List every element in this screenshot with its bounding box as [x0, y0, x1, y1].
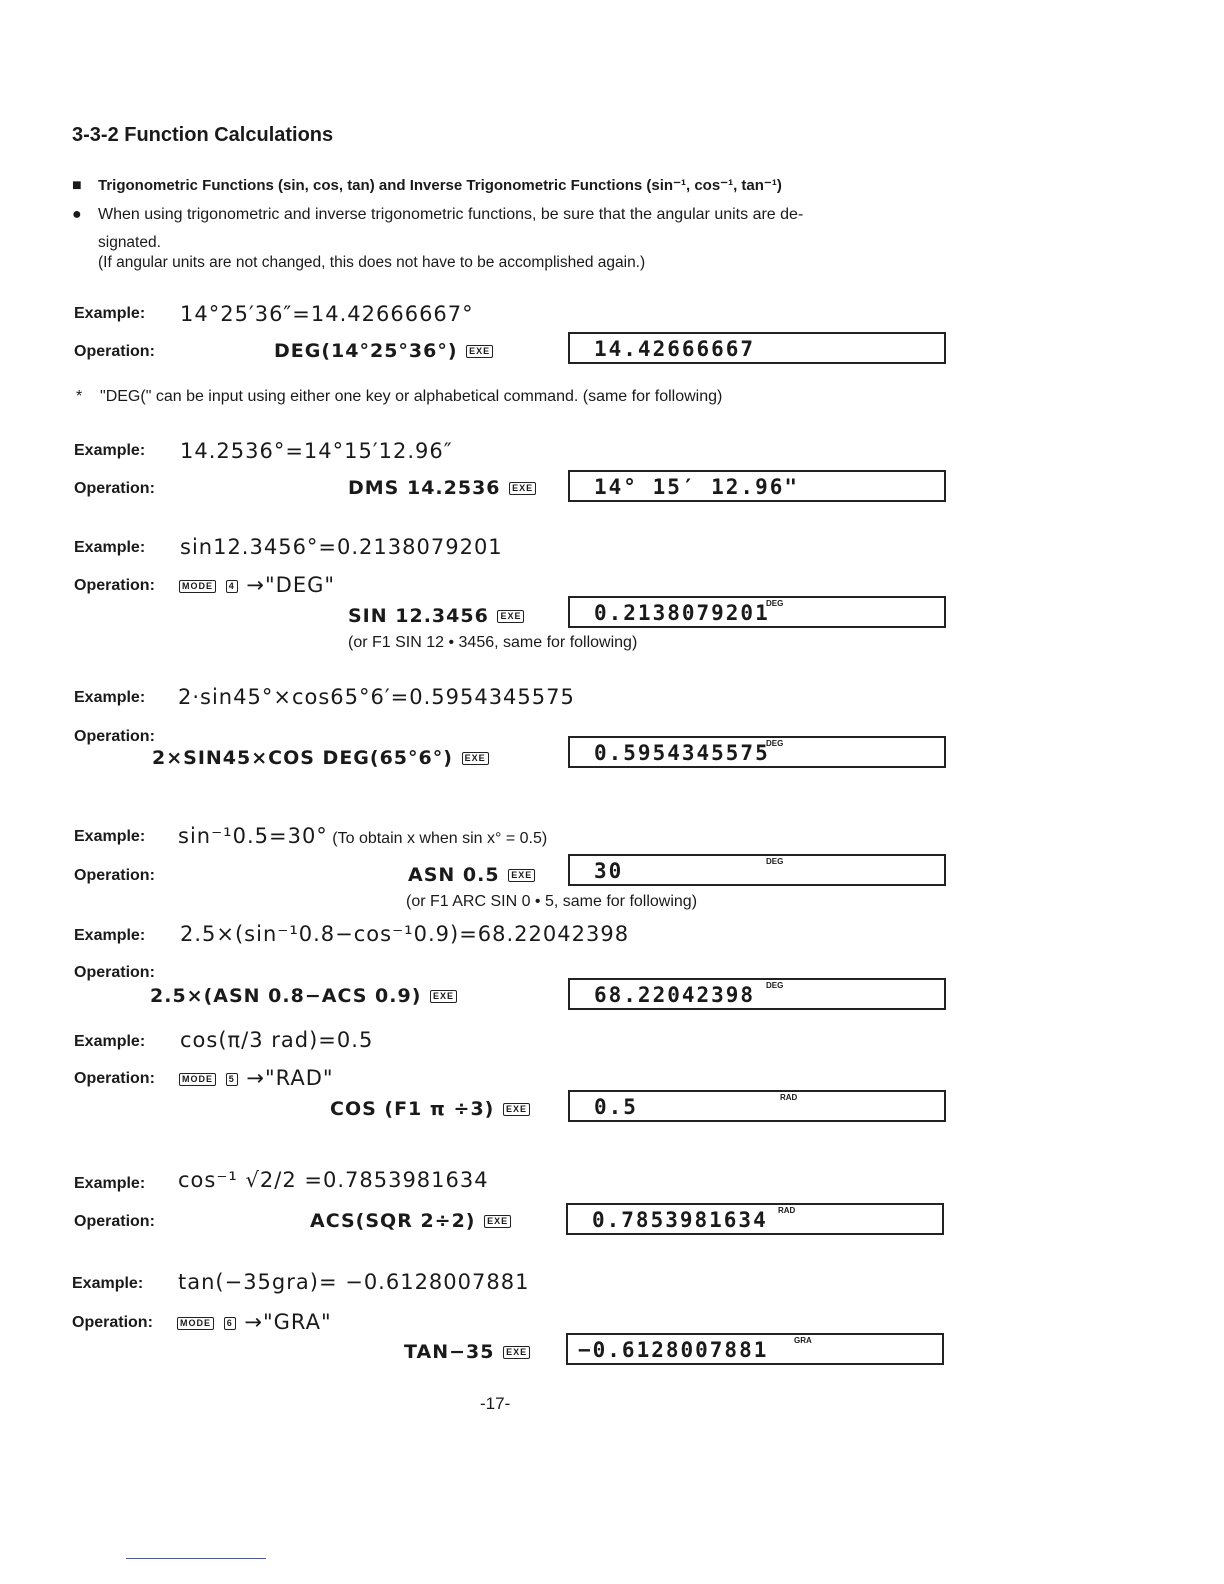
operation-label: Operation: — [74, 343, 155, 360]
footer-rule — [126, 1558, 266, 1559]
operation-label: Operation: — [74, 480, 155, 497]
exe-key-icon: EXE — [430, 990, 457, 1003]
exe-key-icon: EXE — [497, 610, 524, 623]
example-1-keys: DEG(14°25°36°) — [274, 340, 458, 362]
example-9-formula: tan(−35gra)= −0.6128007881 — [178, 1270, 530, 1294]
example-8-operation — [310, 1210, 512, 1232]
rad-indicator: RAD — [780, 1093, 798, 1102]
example-6-display — [568, 978, 946, 1010]
operation-label: Operation: — [74, 577, 155, 594]
example-2-display — [568, 470, 946, 502]
intro-line-1: When using trigonometric and inverse trigonometric functions, be sure that the angular units are de- — [98, 206, 804, 223]
exe-key-icon: EXE — [509, 482, 536, 495]
intro-bullet — [72, 206, 803, 224]
example-6-keys: 2.5×(ASN 0.8−ACS 0.9) — [150, 985, 422, 1007]
example-7-operation — [330, 1098, 531, 1120]
example-label: Example: — [74, 689, 146, 706]
example-3-operation — [348, 605, 525, 627]
example-9-mode-line — [176, 1310, 332, 1334]
footnote-text: "DEG(" can be input using either one key or alphabetical command. (same for following) — [100, 388, 723, 405]
exe-key-icon: EXE — [503, 1346, 530, 1359]
example-1-operation — [274, 340, 494, 362]
exe-key-icon: EXE — [508, 869, 535, 882]
mode-deg-text: →"DEG" — [246, 573, 336, 597]
heading: Trigonometric Functions (sin, cos, tan) and Inverse Trigonometric Functions (sin⁻¹, cos⁻¹, tan⁻¹) — [98, 177, 782, 194]
exe-key-icon: EXE — [503, 1103, 530, 1116]
example-7-result: 0.5 — [594, 1095, 638, 1119]
operation-label: Operation: — [72, 1314, 153, 1331]
example-5-operation — [408, 864, 536, 886]
operation-label: Operation: — [74, 728, 155, 745]
example-2-formula: 14.2536°=14°15′12.96″ — [180, 439, 453, 463]
example-9-operation — [404, 1341, 531, 1363]
example-label: Example: — [74, 828, 146, 845]
example-1-result: 14.42666667 — [594, 337, 756, 361]
intro-line-2: signated. — [98, 234, 161, 251]
example-3-note: (or F1 SIN 12 • 3456, same for following) — [348, 634, 638, 651]
example-6-operation — [150, 985, 458, 1007]
mode-key-icon: MODE — [179, 580, 216, 593]
example-3-mode-line — [178, 573, 335, 597]
key-5-icon: 5 — [226, 1073, 238, 1086]
example-4-keys: 2×SIN45×COS DEG(65°6°) — [152, 747, 453, 769]
operation-label: Operation: — [74, 1213, 155, 1230]
example-4-formula: 2·sin45°×cos65°6′=0.5954345575 — [178, 685, 575, 709]
example-3-result: 0.2138079201 — [594, 601, 770, 625]
example-label: Example: — [74, 927, 146, 944]
key-4-icon: 4 — [226, 580, 238, 593]
example-label: Example: — [74, 1033, 146, 1050]
round-bullet-icon: ● — [72, 206, 82, 223]
example-8-formula: cos⁻¹ √2/2 =0.7853981634 — [178, 1168, 489, 1192]
example-1-display — [568, 332, 946, 364]
example-label: Example: — [74, 539, 146, 556]
example-7-display — [568, 1090, 946, 1122]
exe-key-icon: EXE — [462, 752, 489, 765]
example-2-operation — [348, 477, 537, 499]
example-8-keys: ACS(SQR 2÷2) — [310, 1210, 476, 1232]
example-label: Example: — [74, 442, 146, 459]
rad-indicator: RAD — [778, 1206, 796, 1215]
footnote-mark: * — [76, 388, 83, 405]
example-5-note: (or F1 ARC SIN 0 • 5, same for following) — [406, 893, 698, 910]
example-4-display — [568, 736, 946, 768]
example-3-display — [568, 596, 946, 628]
example-3-formula: sin12.3456°=0.2138079201 — [180, 535, 503, 559]
exe-key-icon: EXE — [484, 1215, 511, 1228]
deg-indicator: DEG — [766, 599, 784, 608]
page-number: -17- — [480, 1394, 511, 1413]
square-bullet-icon: ■ — [72, 177, 82, 194]
example-9-result: −0.6128007881 — [578, 1338, 769, 1362]
example-label: Example: — [72, 1275, 144, 1292]
exe-key-icon: EXE — [466, 345, 493, 358]
mode-gra-text: →"GRA" — [244, 1310, 332, 1334]
deg-indicator: DEG — [766, 981, 784, 990]
mode-key-icon: MODE — [177, 1317, 214, 1330]
example-9-keys: TAN−35 — [404, 1341, 495, 1363]
example-4-result: 0.5954345575 — [594, 741, 770, 765]
example-6-result: 68.22042398 — [594, 983, 756, 1007]
deg-indicator: DEG — [766, 739, 784, 748]
example-2-keys: DMS 14.2536 — [348, 477, 501, 499]
example-1-formula: 14°25′36″=14.42666667° — [180, 302, 474, 326]
deg-indicator: DEG — [766, 857, 784, 866]
example-5-keys: ASN 0.5 — [408, 864, 500, 886]
intro-line-3: (If angular units are not changed, this does not have to be accomplished again.) — [98, 254, 646, 271]
example-5-formula: sin⁻¹0.5=30° — [178, 824, 328, 848]
example-6-formula: 2.5×(sin⁻¹0.8−cos⁻¹0.9)=68.22042398 — [180, 922, 630, 946]
example-5-formula-line — [178, 824, 547, 848]
operation-label: Operation: — [74, 867, 155, 884]
example-label: Example: — [74, 1175, 146, 1192]
heading-line — [72, 176, 782, 195]
footnote — [76, 388, 722, 406]
example-5-formula-note: (To obtain x when sin x° = 0.5) — [332, 830, 548, 847]
example-8-display — [566, 1203, 944, 1235]
gra-indicator: GRA — [794, 1336, 812, 1345]
operation-label: Operation: — [74, 964, 155, 981]
example-7-formula: cos(π/3 rad)=0.5 — [180, 1028, 374, 1052]
operation-label: Operation: — [74, 1070, 155, 1087]
example-5-result: 30 — [594, 859, 624, 883]
example-3-keys: SIN 12.3456 — [348, 605, 489, 627]
example-4-operation — [152, 747, 490, 769]
mode-rad-text: →"RAD" — [246, 1066, 334, 1090]
example-5-display — [568, 854, 946, 886]
example-7-keys: COS (F1 π ÷3) — [330, 1098, 495, 1120]
example-2-result: 14° 15′ 12.96" — [594, 475, 800, 499]
example-9-display — [566, 1333, 944, 1365]
example-7-mode-line — [178, 1066, 334, 1090]
key-6-icon: 6 — [224, 1317, 236, 1330]
example-label: Example: — [74, 305, 146, 322]
example-8-result: 0.7853981634 — [592, 1208, 768, 1232]
section-title: 3-3-2 Function Calculations — [72, 124, 334, 146]
mode-key-icon: MODE — [179, 1073, 216, 1086]
